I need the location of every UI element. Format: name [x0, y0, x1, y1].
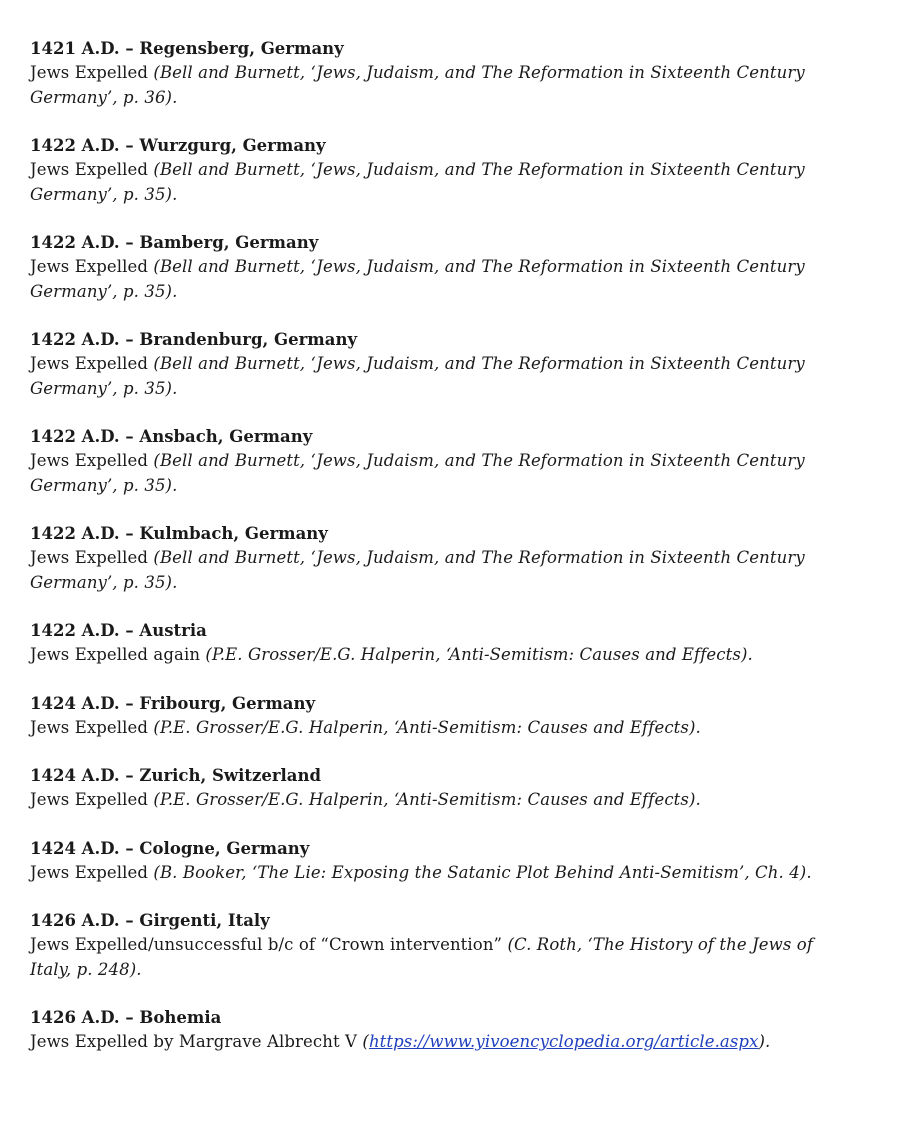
entry-text: Jews Expelled — [30, 548, 154, 567]
entry-body — [30, 933, 840, 982]
entry-text: Jews Expelled — [30, 354, 154, 373]
entry-body — [30, 788, 840, 813]
entry-body — [30, 643, 840, 668]
entry-citation: (Bell and Burnett, ‘Jews, Judaism, and The Reformation in Sixteenth Century Germany’, p. 35). — [30, 160, 805, 204]
entry-heading: 1421 A.D. – Regensberg, Germany — [30, 39, 344, 58]
entry-heading: 1426 A.D. – Bohemia — [30, 1008, 222, 1027]
entry-citation-close: ). — [758, 1032, 771, 1051]
entry-zurich — [30, 763, 840, 813]
entry-body — [30, 716, 840, 741]
entry-wurzgurg — [30, 133, 840, 207]
entry-body — [30, 1030, 840, 1055]
entry-bohemia — [30, 1005, 840, 1055]
entry-heading: 1424 A.D. – Zurich, Switzerland — [30, 766, 322, 785]
entry-citation: (Bell and Burnett, ‘Jews, Judaism, and The Reformation in Sixteenth Century Germany’, p. 35). — [30, 257, 805, 301]
entry-text: Jews Expelled — [30, 717, 154, 737]
entry-citation: (B. Booker, ‘The Lie: Exposing the Satanic Plot Behind Anti-Semitism’, Ch. 4). — [153, 862, 812, 882]
entry-text: Jews Expelled — [30, 63, 154, 82]
entry-citation: (Bell and Burnett, ‘Jews, Judaism, and The Reformation in Sixteenth Century Germany’, p. 35). — [30, 354, 805, 398]
entry-body — [30, 546, 840, 595]
entry-citation: (C. Roth, ‘The History of the Jews of Italy, p. 248). — [30, 935, 814, 979]
entry-kulmbach — [30, 521, 840, 595]
entry-citation: (Bell and Burnett, ‘Jews, Judaism, and The Reformation in Sixteenth Century Germany’, p. 35). — [30, 451, 805, 495]
entry-text: Jews Expelled — [30, 257, 154, 276]
yivo-encyclopedia-link[interactable]: https://www.yivoencyclopedia.org/article.aspx — [368, 1032, 759, 1051]
entry-text: Jews Expelled by Margrave Albrecht V — [30, 1032, 363, 1051]
entry-body — [30, 255, 840, 304]
entry-citation: (P.E. Grosser/E.G. Halperin, ‘Anti-Semitism: Causes and Effects). — [205, 645, 753, 664]
entry-text: Jews Expelled/unsuccessful b/c of “Crown intervention” — [30, 935, 508, 954]
entry-cologne — [30, 836, 840, 886]
entry-body — [30, 158, 840, 207]
entry-citation: (Bell and Burnett, ‘Jews, Judaism, and The Reformation in Sixteenth Century Germany’, p. 36). — [30, 63, 805, 107]
entry-heading: 1422 A.D. – Brandenburg, Germany — [30, 330, 358, 349]
entry-heading: 1422 A.D. – Kulmbach, Germany — [30, 524, 328, 543]
entry-citation: (P.E. Grosser/E.G. Halperin, ‘Anti-Semitism: Causes and Effects). — [153, 717, 701, 737]
entry-text: Jews Expelled — [30, 160, 154, 179]
entry-ansbach — [30, 424, 840, 498]
entry-heading: 1422 A.D. – Wurzgurg, Germany — [30, 136, 326, 155]
entry-body — [30, 352, 840, 401]
entry-citation: (Bell and Burnett, ‘Jews, Judaism, and The Reformation in Sixteenth Century Germany’, p. 35). — [30, 548, 805, 592]
entry-bamberg — [30, 230, 840, 304]
entry-text: Jews Expelled — [30, 862, 154, 882]
entry-heading: 1422 A.D. – Austria — [30, 621, 207, 640]
entry-fribourg — [30, 691, 840, 741]
entry-body — [30, 449, 840, 498]
entry-brandenburg — [30, 327, 840, 401]
entry-austria — [30, 618, 840, 668]
entry-heading: 1422 A.D. – Bamberg, Germany — [30, 233, 319, 252]
entry-girgenti — [30, 908, 840, 982]
entry-text: Jews Expelled — [30, 790, 154, 809]
entry-citation: ( — [362, 1032, 369, 1051]
entry-citation: (P.E. Grosser/E.G. Halperin, ‘Anti-Semitism: Causes and Effects). — [153, 790, 701, 809]
entry-heading: 1422 A.D. – Ansbach, Germany — [30, 427, 313, 446]
entry-body — [30, 861, 840, 886]
entry-heading: 1426 A.D. – Girgenti, Italy — [30, 911, 270, 930]
entry-text: Jews Expelled — [30, 451, 154, 470]
entry-body — [30, 61, 840, 110]
entry-heading: 1424 A.D. – Cologne, Germany — [30, 838, 310, 858]
document-page — [30, 36, 840, 1078]
entry-heading: 1424 A.D. – Fribourg, Germany — [30, 693, 316, 713]
entry-text: Jews Expelled again — [30, 645, 206, 664]
entry-regensberg — [30, 36, 840, 110]
